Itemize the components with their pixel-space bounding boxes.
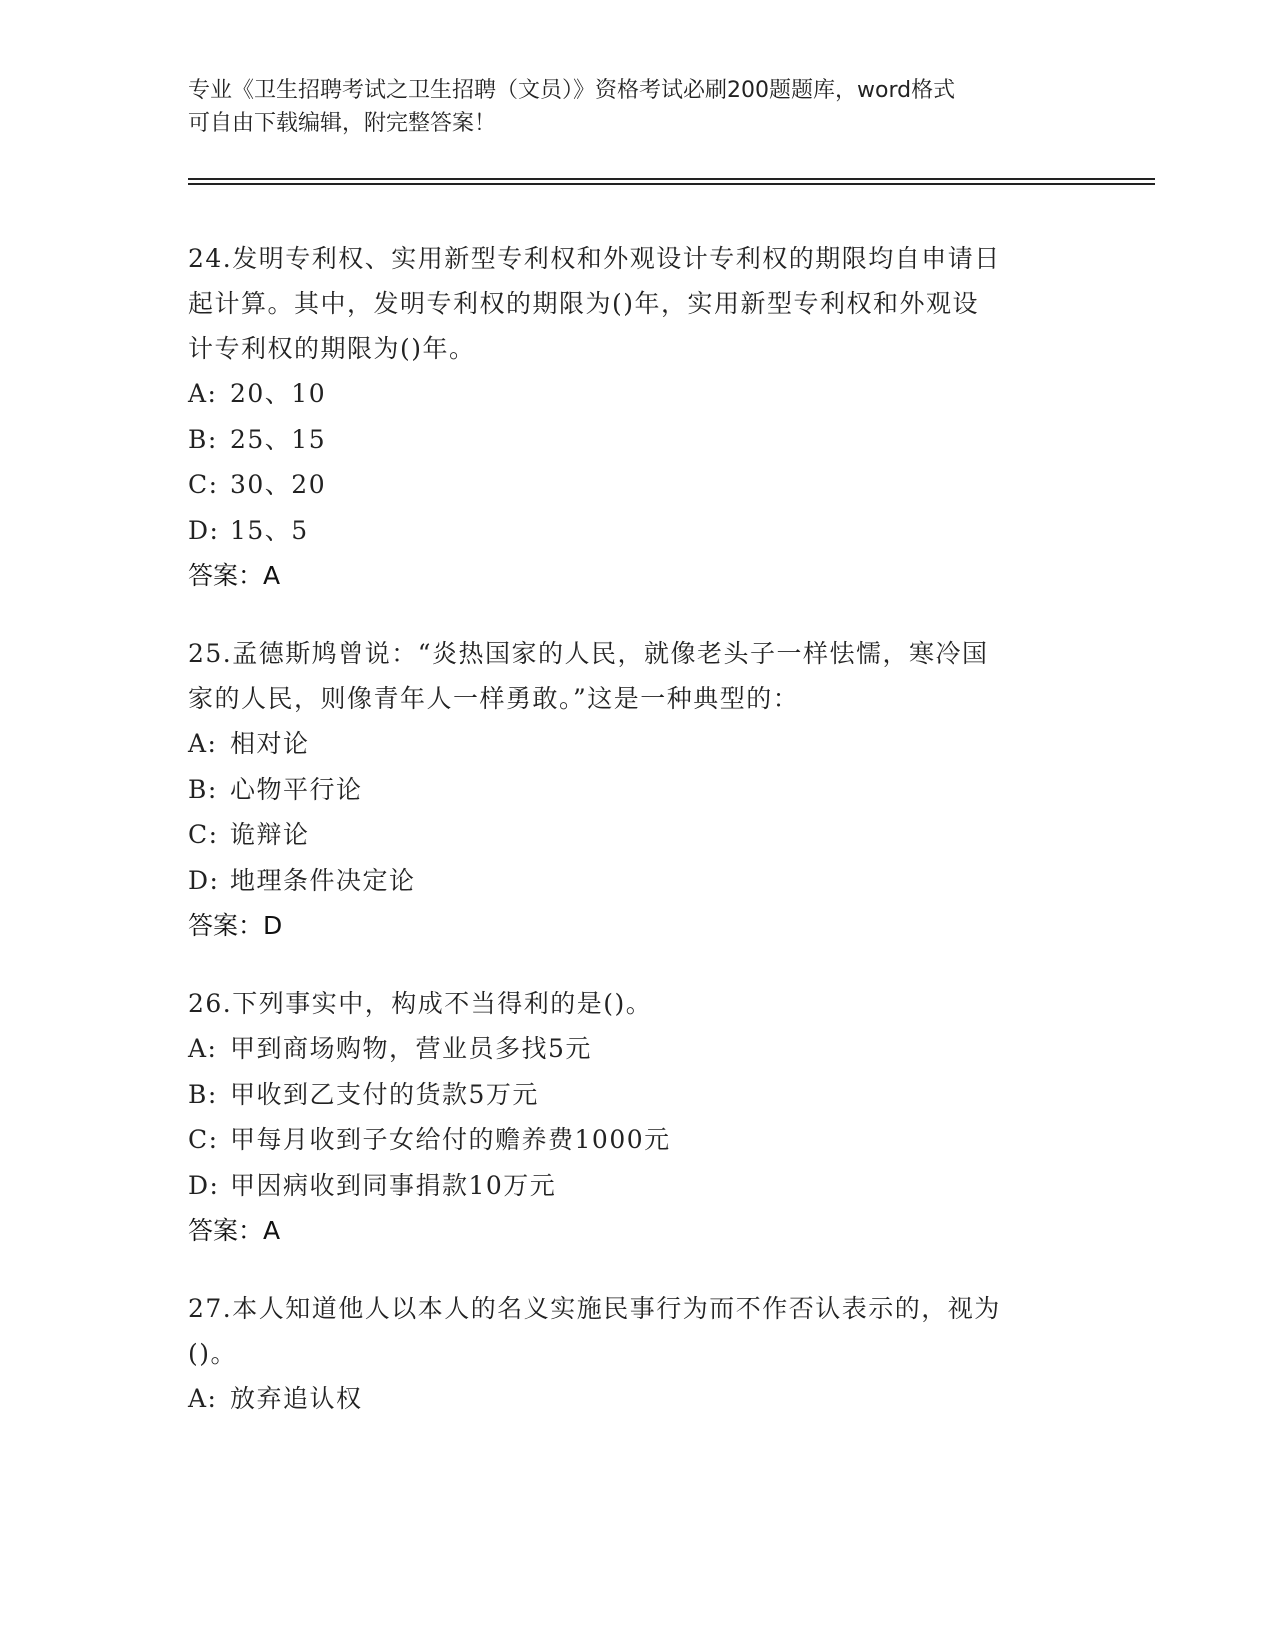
option-text: 15、5 <box>230 515 309 545</box>
document-header <box>188 74 1078 140</box>
question-line: 26.下列事实中，构成不当得利的是()。 <box>188 989 653 1018</box>
option-b <box>188 1072 1088 1118</box>
option-c <box>188 1117 1088 1163</box>
question-list <box>188 236 1088 1455</box>
option-letter: C: <box>188 1125 219 1154</box>
option-letter: D: <box>188 515 220 545</box>
question-25 <box>188 631 1088 948</box>
option-d <box>188 1163 1088 1209</box>
header-divider-bottom <box>188 183 1155 185</box>
option-a <box>188 371 1088 417</box>
option-letter: C: <box>188 820 219 849</box>
option-text: 25、15 <box>230 424 327 454</box>
question-text <box>188 631 1088 721</box>
option-letter: D: <box>188 1170 220 1200</box>
option-letter: A: <box>188 1034 218 1063</box>
option-text: 20、10 <box>230 379 327 408</box>
option-text: 30、20 <box>230 470 327 499</box>
header-line-1: 专业《卫生招聘考试之卫生招聘（文员）》资格考试必刷200题题库，word格式 <box>188 78 956 103</box>
option-letter: C: <box>188 470 219 499</box>
answer-label: 答案：A <box>188 561 281 590</box>
option-text: 甲每月收到子女给付的赡养费1000元 <box>230 1125 671 1154</box>
question-line: 25.孟德斯鸠曾说：“炎热国家的人民，就像老头子一样怯懦，寒冷国 <box>188 639 989 668</box>
question-line: 起计算。其中，发明专利权的期限为()年，实用新型专利权和外观设 <box>188 289 980 318</box>
question-line: 家的人民，则像青年人一样勇敢。”这是一种典型的： <box>188 684 800 713</box>
option-text: 心物平行论 <box>230 774 363 804</box>
question-24 <box>188 236 1088 598</box>
option-b <box>188 417 1088 463</box>
question-line: 27.本人知道他人以本人的名义实施民事行为而不作否认表示的，视为 <box>188 1294 1001 1323</box>
option-letter: B: <box>188 774 218 804</box>
option-b <box>188 767 1088 813</box>
option-letter: A: <box>188 379 218 408</box>
option-letter: D: <box>188 865 220 895</box>
option-d <box>188 858 1088 904</box>
option-a <box>188 1376 1088 1422</box>
option-text: 放弃追认权 <box>230 1384 363 1413</box>
option-text: 甲到商场购物，营业员多找5元 <box>230 1034 592 1063</box>
option-text: 相对论 <box>230 729 310 758</box>
option-c <box>188 462 1088 508</box>
answer-label: 答案：D <box>188 911 283 940</box>
option-text: 地理条件决定论 <box>230 865 416 895</box>
question-text <box>188 1286 1088 1376</box>
question-line: 计专利权的期限为()年。 <box>188 334 476 363</box>
question-text <box>188 236 1088 371</box>
header-divider-top <box>188 178 1155 180</box>
header-line-2: 可自由下载编辑，附完整答案！ <box>188 111 497 136</box>
question-26 <box>188 981 1088 1253</box>
option-text: 甲收到乙支付的货款5万元 <box>230 1079 539 1109</box>
question-line: ()。 <box>188 1339 238 1368</box>
question-27 <box>188 1286 1088 1422</box>
option-letter: A: <box>188 729 218 758</box>
option-text: 甲因病收到同事捐款10万元 <box>230 1170 557 1200</box>
option-letter: B: <box>188 1079 218 1109</box>
option-d <box>188 508 1088 554</box>
option-letter: A: <box>188 1384 218 1413</box>
option-a <box>188 721 1088 767</box>
question-line: 24.发明专利权、实用新型专利权和外观设计专利权的期限均自申请日 <box>188 244 1001 273</box>
option-c <box>188 812 1088 858</box>
answer-label: 答案：A <box>188 1216 281 1245</box>
option-text: 诡辩论 <box>230 820 310 849</box>
question-text <box>188 981 1088 1026</box>
option-a <box>188 1026 1088 1072</box>
option-letter: B: <box>188 424 218 454</box>
